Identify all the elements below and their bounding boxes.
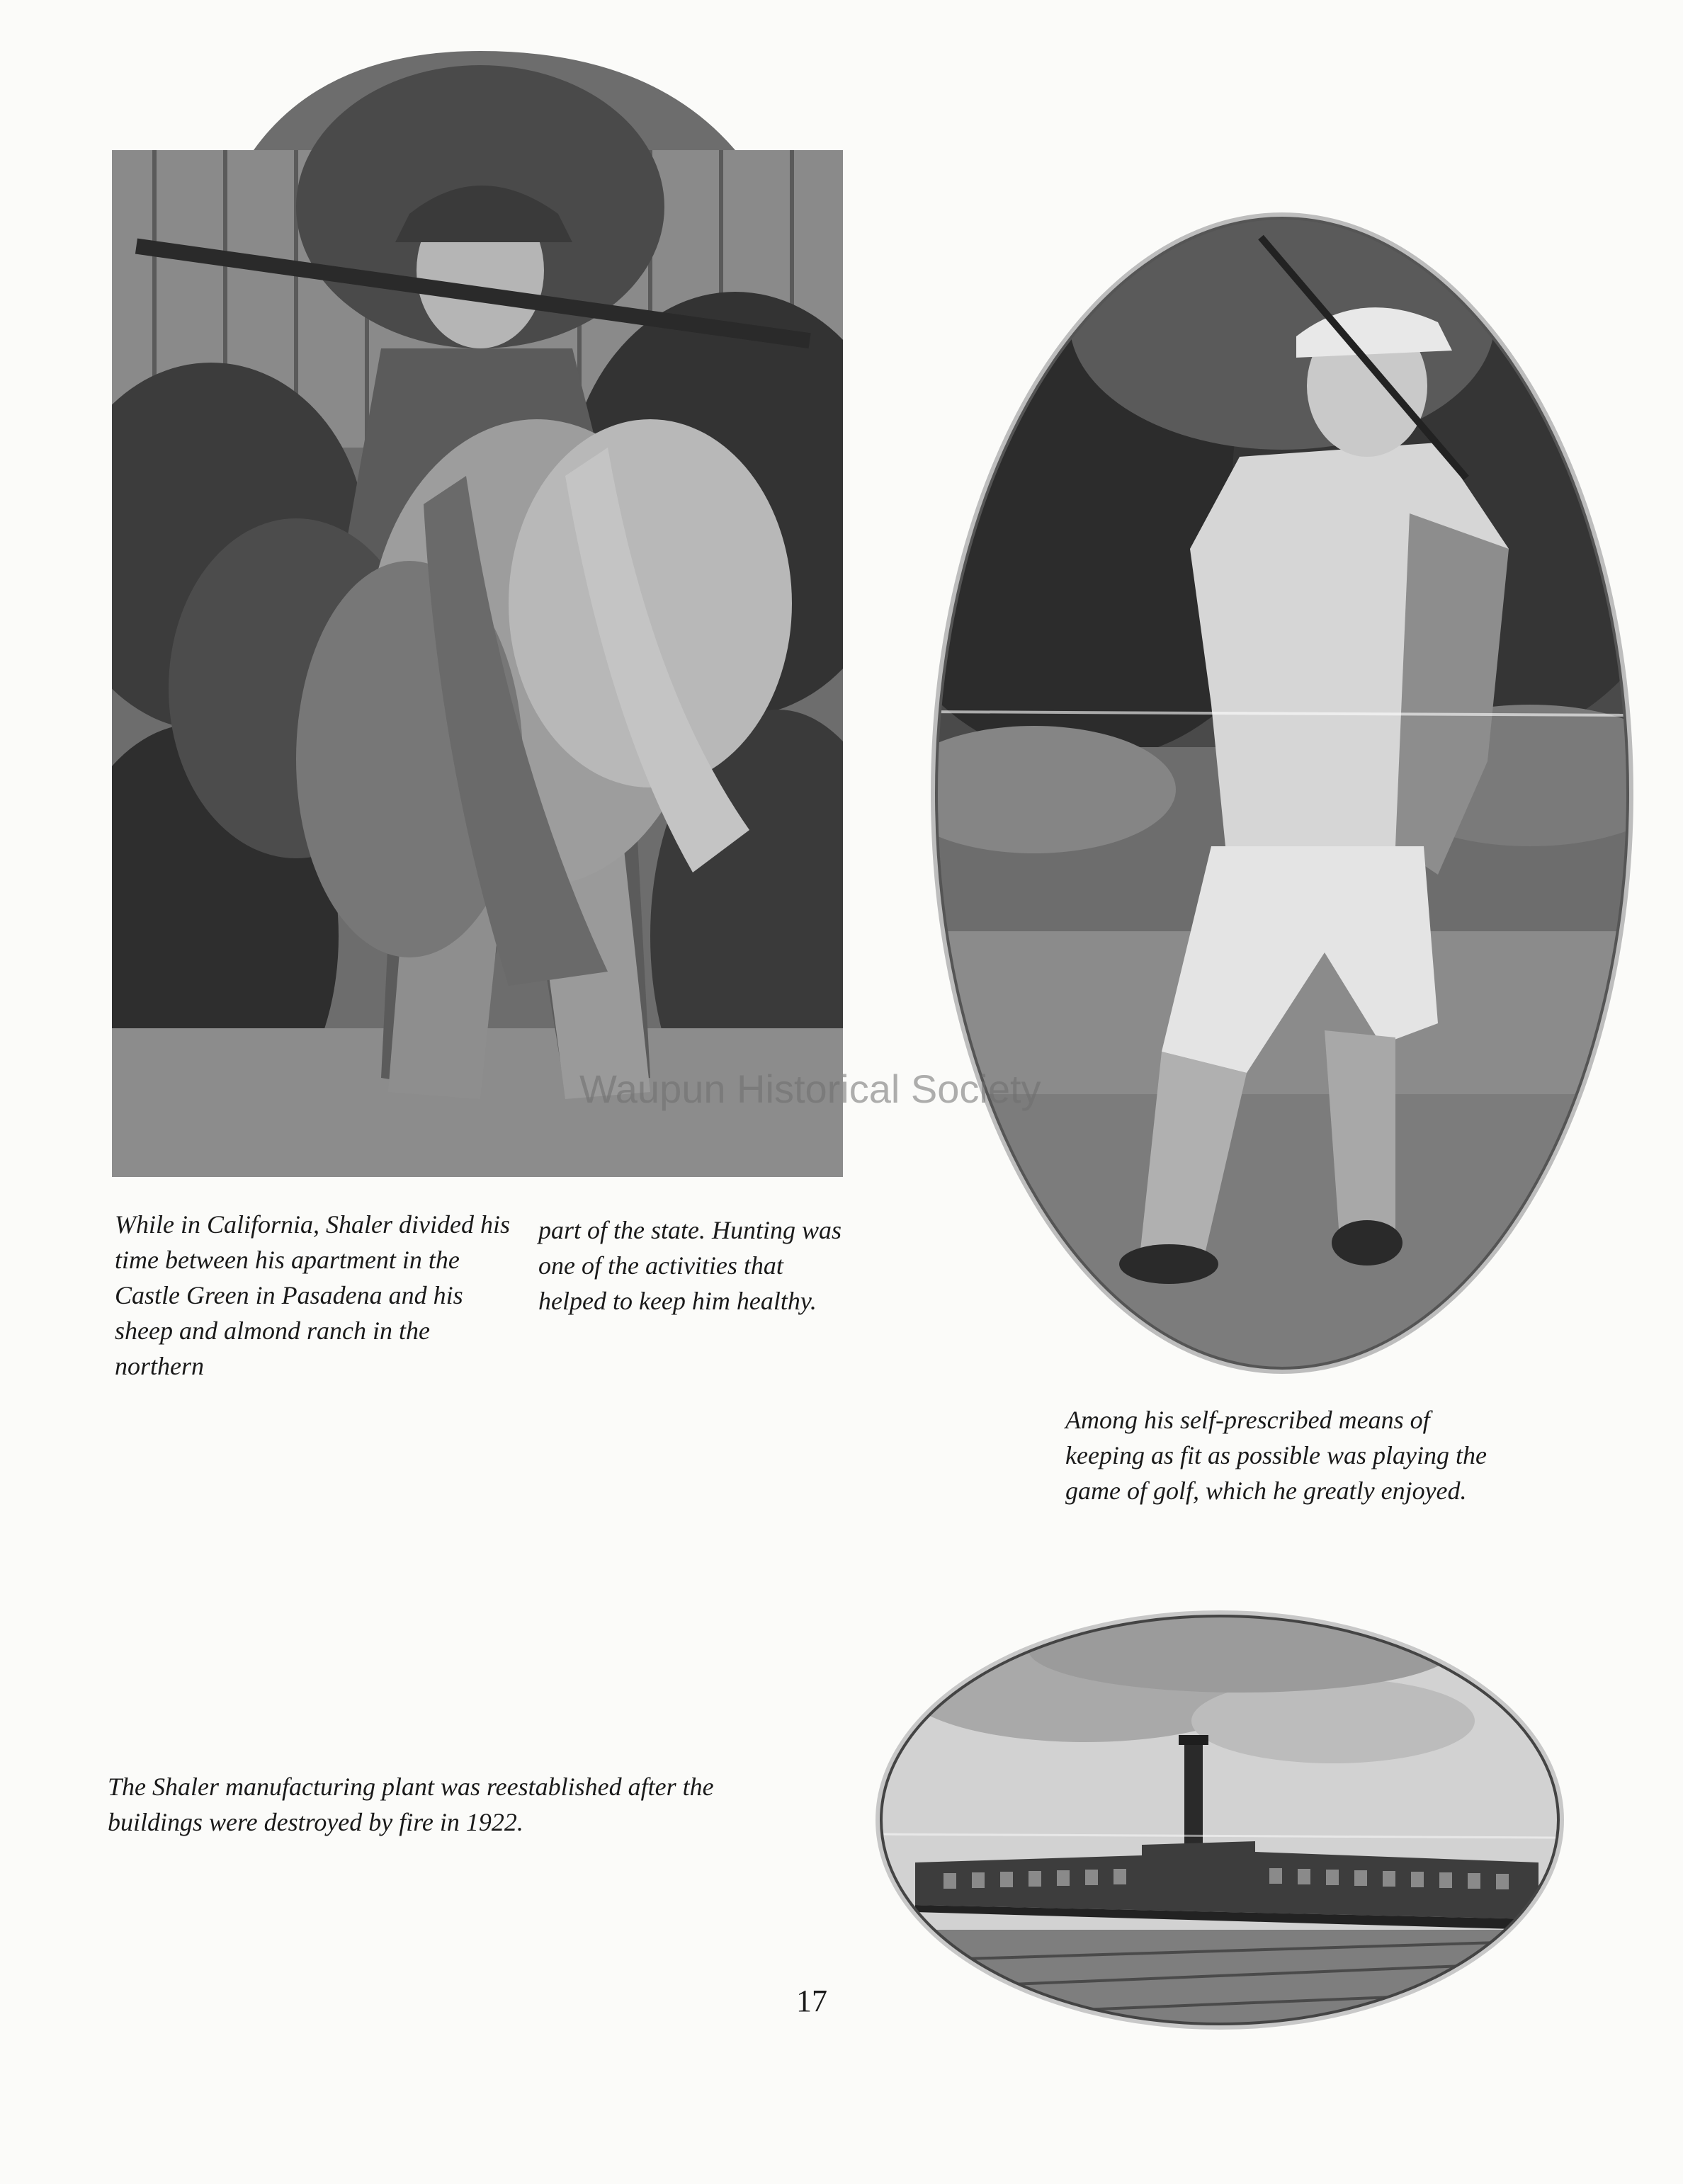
plant-caption: The Shaler manufacturing plant was reestablished after the buildings were destroyed by fire in 1922.: [108, 1773, 714, 1836]
golf-photo: [928, 209, 1636, 1377]
plant-photo: [873, 1608, 1567, 2032]
hunting-caption-column-2: part of the state. Hunting was one of the activities that helped to keep him healthy.: [538, 1216, 842, 1315]
watermark: Waupun Historical Society: [579, 1067, 1041, 1111]
page-number: 17: [796, 1984, 827, 2018]
hunting-photo: [112, 51, 843, 1177]
golf-caption: Among his self-prescribed means of keeping as fit as possible was playing the game of golf, which he greatly enjoyed.: [1065, 1406, 1487, 1505]
hunting-caption-column-1: While in California, Shaler divided his time between his apartment in the Castle Green in Pasadena and his sheep and almond ranch in the northern: [115, 1210, 510, 1380]
